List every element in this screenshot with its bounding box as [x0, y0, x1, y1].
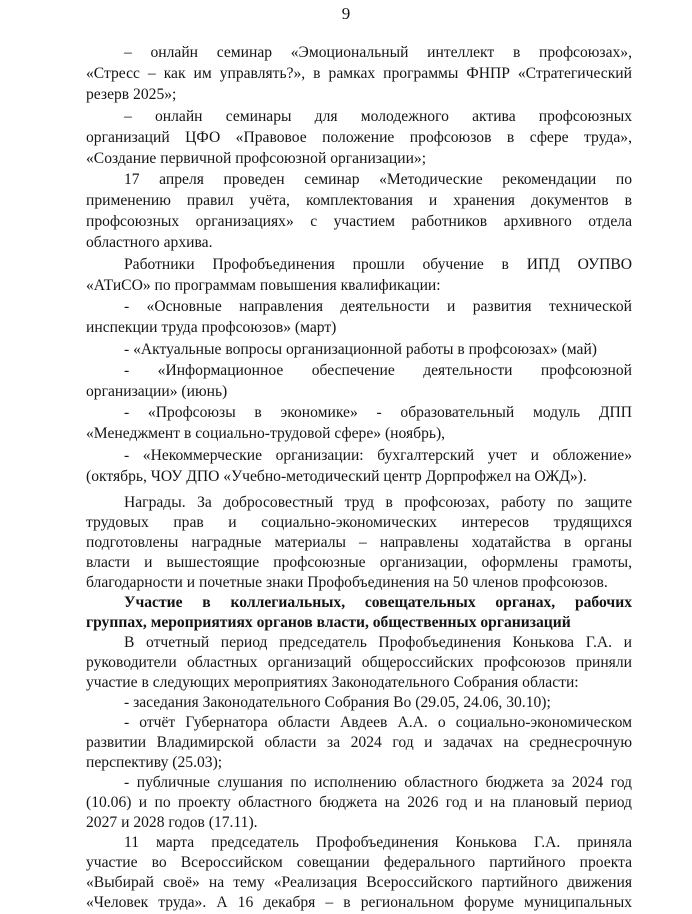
text-line: профсоюзных организациях» с участием работников архивного отдела: [86, 213, 632, 230]
text-line: руководители областных организаций общероссийских профсоюзов приняли: [86, 654, 632, 671]
text-line: - «Некоммерческие организации: бухгалтерский учет и обложение»: [124, 447, 632, 464]
text-line: участие в следующих мероприятиях Законодательного Собрания области:: [86, 674, 579, 691]
text-line: участие во Всероссийском совещании федерального партийного проекта: [86, 854, 632, 871]
text-line: (10.06) и по проекту областного бюджета на 2026 год и на плановый период: [86, 794, 632, 811]
text-line: - публичные слушания по исполнению областного бюджета за 2024 год: [124, 774, 632, 791]
text-line: «Выбирай своё» на тему «Реализация Всероссийского партийного движения: [86, 874, 632, 891]
text-line: – онлайн семинары для молодежного актива профсоюзных: [124, 108, 632, 125]
text-line: Награды. За добросовестный труд в профсоюзах, работу по защите: [124, 494, 632, 511]
text-line: - «Профсоюзы в экономике» - образовательный модуль ДПП: [124, 404, 632, 421]
text-line: Работники Профобъединения прошли обучение в ИПД ОУПВО: [124, 256, 632, 273]
text-line: «Менеджмент в социально-трудовой сфере» (ноябрь),: [86, 425, 446, 442]
page-number: 9: [341, 4, 351, 23]
text-line: – онлайн семинар «Эмоциональный интеллект в профсоюзах»,: [124, 44, 632, 61]
text-line: «Создание первичной профсоюзной организации»;: [86, 150, 427, 167]
text-line: 17 апреля проведен семинар «Методические рекомендации по: [124, 171, 632, 188]
text-line: - отчёт Губернатора области Авдеев А.А. о социально-экономическом: [124, 714, 632, 731]
text-line: - «Информационное обеспечение деятельности профсоюзной: [124, 362, 632, 379]
text-line: перспективу (25.03);: [86, 754, 223, 771]
text-line: - «Актуальные вопросы организационной работы в профсоюзах» (май): [124, 341, 597, 358]
section-heading: группах, мероприятиях органов власти, общественных организаций: [86, 614, 571, 631]
text-line: областного архива.: [86, 234, 213, 251]
text-line: применению правил учёта, комплектования и хранения документов в: [86, 192, 632, 209]
text-line: 11 марта председатель Профобъединения Конькова Г.А. приняла: [124, 834, 632, 851]
text-line: «АТиСО» по программам повышения квалификации:: [86, 277, 441, 294]
text-line: «Человек труда». А 16 декабря – в региональном форуме муниципальных: [86, 894, 632, 911]
text-line: власти и вышестоящие профсоюзные организации, оформлены грамоты,: [86, 554, 632, 571]
text-line: трудовых прав и социально-экономических интересов трудящихся: [86, 514, 632, 531]
section-heading: Участие в коллегиальных, совещательных органах, рабочих: [124, 594, 632, 611]
text-line: - заседания Законодательного Собрания Во (29.05, 24.06, 30.10);: [124, 694, 551, 711]
text-line: - «Основные направления деятельности и развития технической: [124, 298, 632, 315]
text-line: благодарности и почетные знаки Профобъединения на 50 членов профсоюзов.: [86, 574, 608, 591]
text-line: развитии Владимирской области за 2024 год и задачах на среднесрочную: [86, 734, 632, 751]
text-line: В отчетный период председатель Профобъединения Конькова Г.А. и: [124, 634, 632, 651]
text-line: (октябрь, ЧОУ ДПО «Учебно-методический центр Дорпрофжел на ОЖД»).: [86, 468, 587, 485]
text-line: инспекции труда профсоюзов» (март): [86, 319, 337, 336]
text-line: организаций ЦФО «Правовое положение профсоюзов в сфере труда»,: [86, 129, 632, 146]
text-line: организации» (июнь): [86, 383, 228, 400]
text-line: резерв 2025»;: [86, 86, 177, 103]
text-line: подготовлены наградные материалы – направлены ходатайства в органы: [86, 534, 632, 551]
text-line: «Стресс – как им управлять?», в рамках программы ФНПР «Стратегический: [86, 65, 632, 82]
text-line: 2027 и 2028 годов (17.11).: [86, 814, 258, 831]
